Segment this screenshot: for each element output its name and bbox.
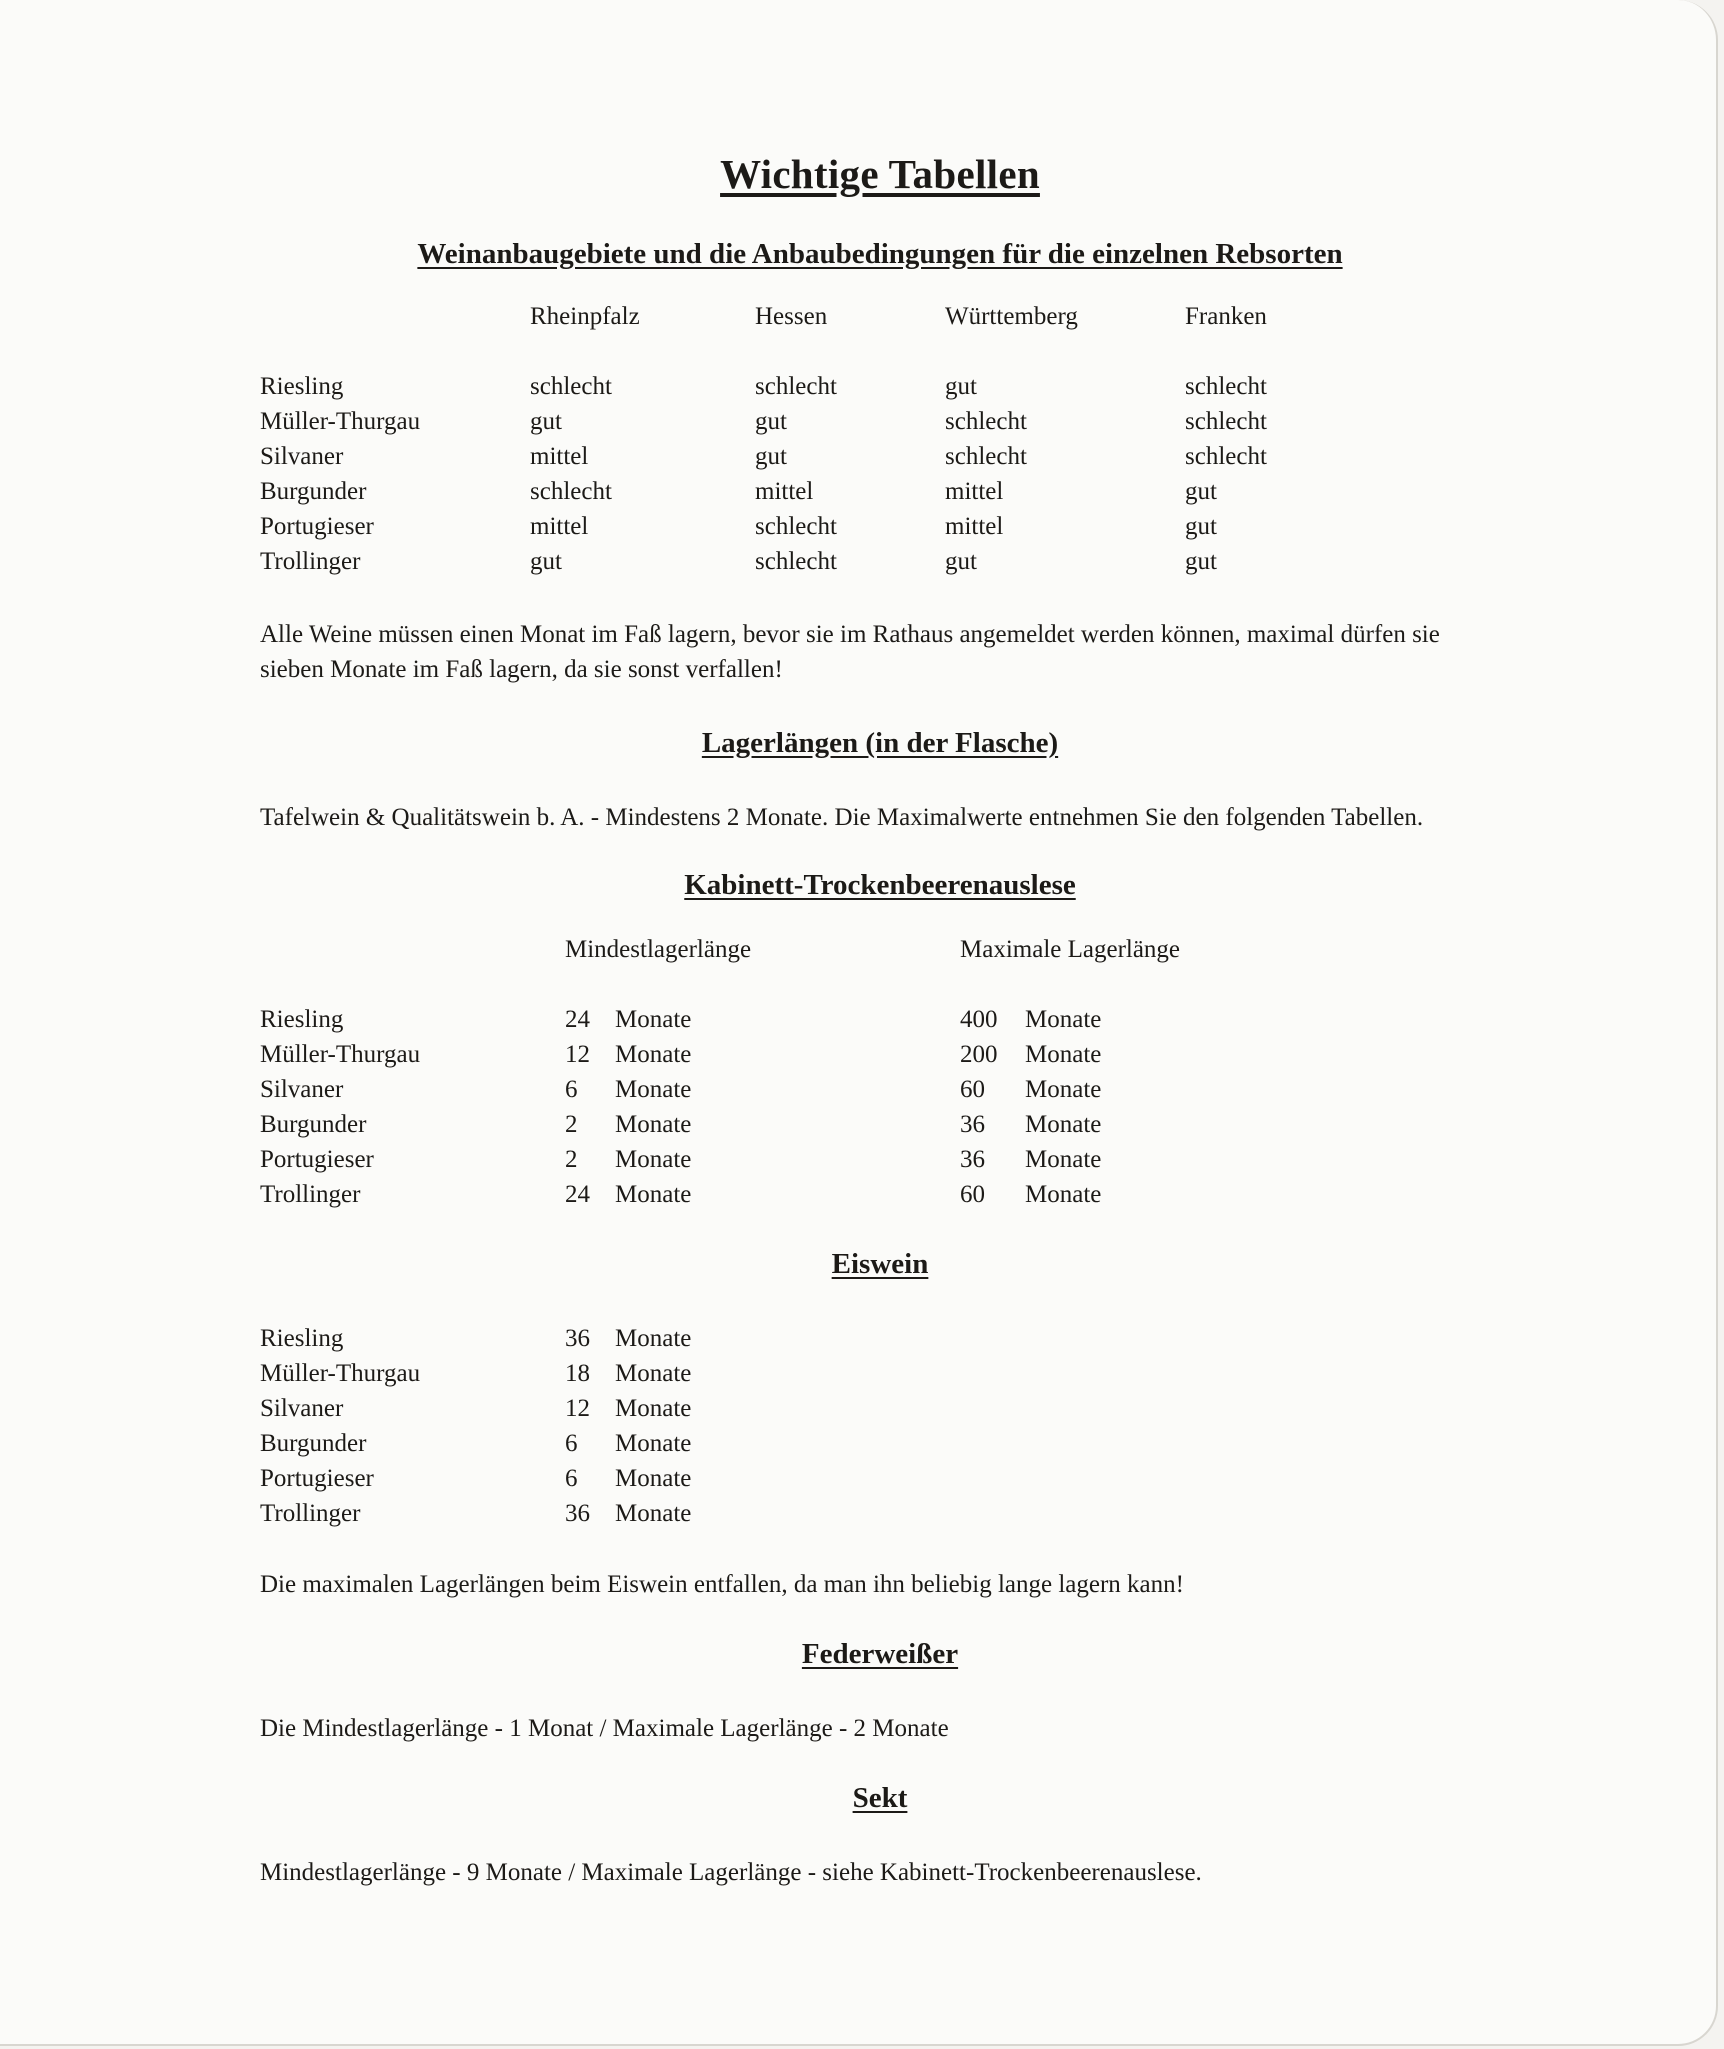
kabinett-heading: Kabinett-Trockenbeerenauslese: [684, 869, 1076, 901]
eiswein-note: Die maximalen Lagerlängen beim Eiswein entfallen, da man ihn beliebig lange lagern kann!: [260, 1571, 1184, 1598]
min-value: 6: [565, 1076, 578, 1103]
min-column-header: Mindestlagerlänge: [565, 936, 752, 963]
rating-cell: schlecht: [1185, 373, 1267, 400]
unit-label: Monate: [615, 1181, 692, 1208]
table-row: [260, 1496, 1500, 1531]
unit-label: Monate: [615, 1430, 692, 1457]
table-row: [260, 1107, 1500, 1142]
unit-label: Monate: [1025, 1076, 1102, 1103]
eiswein-table: [260, 1321, 1500, 1531]
min-value: 12: [565, 1395, 590, 1422]
rating-cell: mittel: [530, 443, 589, 470]
lagerlaengen-heading: Lagerlängen (in der Flasche): [701, 727, 1059, 759]
region-header: Franken: [1185, 303, 1267, 330]
lagerlaengen-text: Tafelwein & Qualitätswein b. A. - Mindestens 2 Monate. Die Maximalwerte entnehmen Sie den folgenden Tabellen.: [260, 804, 1424, 831]
rating-cell: gut: [530, 548, 562, 575]
sorte-label: Burgunder: [260, 478, 367, 505]
kabinett-header-row: [260, 932, 1500, 967]
rating-cell: schlecht: [530, 478, 612, 505]
unit-label: Monate: [615, 1465, 692, 1492]
rating-cell: mittel: [530, 513, 589, 540]
rating-cell: schlecht: [530, 373, 612, 400]
table-row: [260, 1391, 1500, 1426]
rating-cell: schlecht: [945, 443, 1027, 470]
sorte-label: Riesling: [260, 373, 344, 400]
table-row: [260, 404, 1500, 439]
table-row: [260, 1142, 1500, 1177]
sorte-label: Portugieser: [260, 513, 374, 540]
unit-label: Monate: [1025, 1006, 1102, 1033]
unit-label: Monate: [615, 1360, 692, 1387]
sorte-label: Trollinger: [260, 1181, 361, 1208]
table-row: [260, 369, 1500, 404]
max-value: 200: [960, 1041, 998, 1068]
unit-label: Monate: [1025, 1146, 1102, 1173]
region-header: Rheinpfalz: [530, 303, 640, 330]
kabinett-header-blank: [260, 932, 565, 967]
table-row: [260, 1356, 1500, 1391]
unit-label: Monate: [1025, 1111, 1102, 1138]
min-value: 6: [565, 1430, 578, 1457]
anbau-header-row: [260, 299, 1500, 334]
max-value: 60: [960, 1181, 985, 1208]
rating-cell: gut: [755, 408, 787, 435]
anbau-heading: Weinanbaugebiete und die Anbaubedingungen für die einzelnen Rebsorten: [417, 238, 1343, 270]
table-row: [260, 1426, 1500, 1461]
unit-label: Monate: [615, 1041, 692, 1068]
rating-cell: gut: [1185, 548, 1217, 575]
sorte-label: Riesling: [260, 1006, 344, 1033]
max-value: 60: [960, 1076, 985, 1103]
sorte-label: Burgunder: [260, 1111, 367, 1138]
fass-note: Alle Weine müssen einen Monat im Faß lagern, bevor sie im Rathaus angemeldet werden können, maximal dürfen sie sieben Monate im Faß lagern, da sie sonst verfallen!: [260, 621, 1440, 683]
min-value: 2: [565, 1111, 578, 1138]
rating-cell: mittel: [755, 478, 814, 505]
sorte-label: Müller-Thurgau: [260, 408, 421, 435]
rating-cell: schlecht: [755, 373, 837, 400]
unit-label: Monate: [615, 1500, 692, 1527]
table-row: [260, 509, 1500, 544]
min-value: 2: [565, 1146, 578, 1173]
region-header: Hessen: [755, 303, 828, 330]
sorte-label: Portugieser: [260, 1465, 374, 1492]
sekt-text: Mindestlagerlänge - 9 Monate / Maximale Lagerlänge - siehe Kabinett-Trockenbeerenauslese.: [260, 1859, 1202, 1886]
unit-label: Monate: [1025, 1181, 1102, 1208]
rating-cell: schlecht: [755, 548, 837, 575]
sorte-label: Müller-Thurgau: [260, 1360, 421, 1387]
rating-cell: gut: [945, 373, 977, 400]
region-header: Württemberg: [945, 303, 1078, 330]
rating-cell: gut: [1185, 478, 1217, 505]
min-value: 18: [565, 1360, 590, 1387]
sorte-label: Silvaner: [260, 443, 344, 470]
rating-cell: gut: [755, 443, 787, 470]
sorte-label: Riesling: [260, 1325, 344, 1352]
table-row: [260, 1177, 1500, 1212]
anbau-table: [260, 299, 1500, 579]
unit-label: Monate: [615, 1076, 692, 1103]
unit-label: Monate: [615, 1111, 692, 1138]
rating-cell: schlecht: [1185, 443, 1267, 470]
anbau-header-blank: [260, 299, 530, 334]
eiswein-heading: Eiswein: [831, 1248, 929, 1280]
rating-cell: schlecht: [755, 513, 837, 540]
min-value: 6: [565, 1465, 578, 1492]
max-value: 36: [960, 1146, 985, 1173]
max-value: 36: [960, 1111, 985, 1138]
rating-cell: schlecht: [1185, 408, 1267, 435]
rating-cell: mittel: [945, 513, 1004, 540]
sorte-label: Silvaner: [260, 1076, 344, 1103]
table-row: [260, 1037, 1500, 1072]
table-row: [260, 544, 1500, 579]
sekt-heading: Sekt: [852, 1782, 908, 1814]
rating-cell: mittel: [945, 478, 1004, 505]
sorte-label: Burgunder: [260, 1430, 367, 1457]
sorte-label: Portugieser: [260, 1146, 374, 1173]
table-row: [260, 1072, 1500, 1107]
min-value: 36: [565, 1325, 590, 1352]
table-row: [260, 439, 1500, 474]
unit-label: Monate: [615, 1146, 692, 1173]
min-value: 36: [565, 1500, 590, 1527]
max-column-header: Maximale Lagerlänge: [960, 936, 1181, 963]
unit-label: Monate: [615, 1325, 692, 1352]
sorte-label: Trollinger: [260, 548, 361, 575]
federweisser-text: Die Mindestlagerlänge - 1 Monat / Maximale Lagerlänge - 2 Monate: [260, 1715, 949, 1742]
table-row: [260, 1002, 1500, 1037]
unit-label: Monate: [615, 1006, 692, 1033]
min-value: 24: [565, 1006, 590, 1033]
kabinett-table: [260, 932, 1500, 1212]
sorte-label: Silvaner: [260, 1395, 344, 1422]
min-value: 24: [565, 1181, 590, 1208]
sorte-label: Trollinger: [260, 1500, 361, 1527]
table-row: [260, 1321, 1500, 1356]
rating-cell: gut: [530, 408, 562, 435]
table-row: [260, 1461, 1500, 1496]
unit-label: Monate: [615, 1395, 692, 1422]
federweisser-heading: Federweißer: [801, 1638, 959, 1670]
page-title: Wichtige Tabellen: [720, 151, 1040, 197]
document-page: [260, 150, 1500, 1890]
min-value: 12: [565, 1041, 590, 1068]
table-row: [260, 474, 1500, 509]
rating-cell: gut: [945, 548, 977, 575]
rating-cell: schlecht: [945, 408, 1027, 435]
unit-label: Monate: [1025, 1041, 1102, 1068]
max-value: 400: [960, 1006, 998, 1033]
rating-cell: gut: [1185, 513, 1217, 540]
sorte-label: Müller-Thurgau: [260, 1041, 421, 1068]
